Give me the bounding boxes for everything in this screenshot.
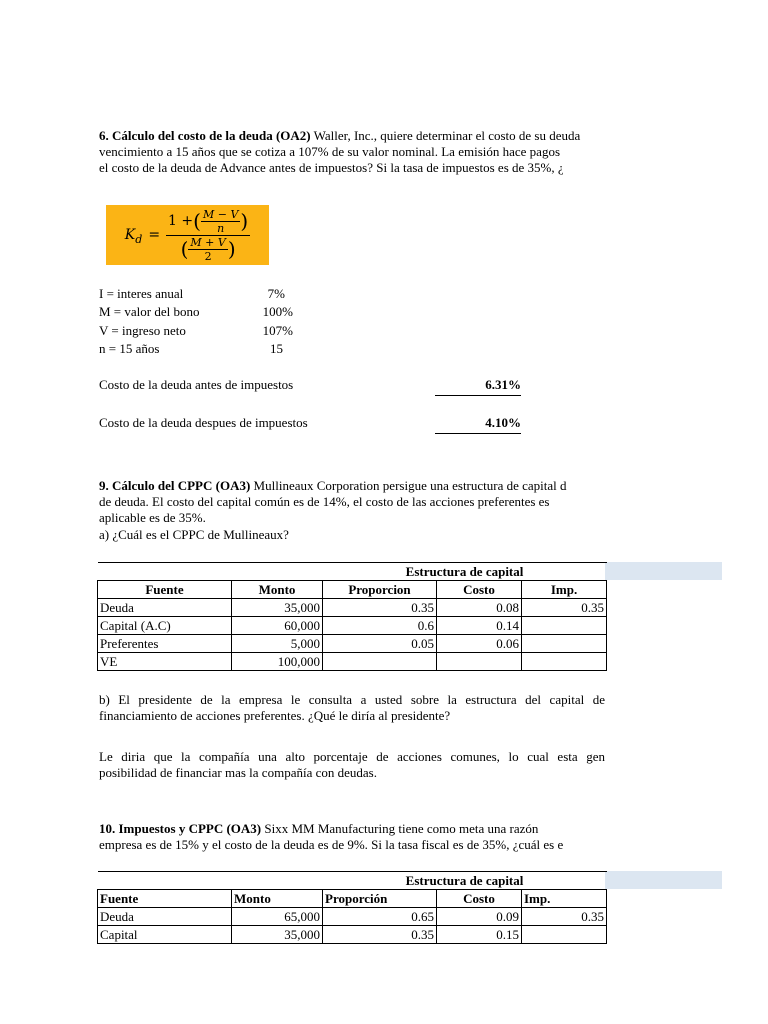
table-header-row: Fuente Monto Proporcion Costo Imp. [98,581,607,599]
capital-structure-table-9 [97,562,607,671]
problem10-statement [99,821,605,853]
variable-row: n = 15 años 15 [99,341,283,356]
problem6-line1: 6. Cálculo del costo de la deuda (OA2) Waller, Inc., quiere determinar el costo de su deuda [99,128,581,143]
problem9-line2: de deuda. El costo del capital común es de 14%, el costo de las acciones preferentes es [99,494,550,509]
table-row: Preferentes 5,000 0.05 0.06 [98,635,607,653]
problem9-statement [99,478,605,526]
after-tax-label: Costo de la deuda despues de impuestos [99,415,308,430]
problem6-statement [99,128,605,176]
problem9-line3: aplicable es de 35%. [99,510,206,525]
problem9-line1: 9. Cálculo del CPPC (OA3) Mullineaux Corporation persigue una estructura de capital d [99,478,567,493]
variable-row: V = ingreso neto 107% [99,323,293,338]
problem9-question-b: b) El presidente de la empresa le consulta a usted sobre la estructura del capital de financiamiento de acciones preferentes. ¿Qué le diría al presidente? [99,692,605,723]
cost-of-debt-formula: K d = 1 + ( M − V n ) ( M + V 2 ) [106,205,269,265]
table-header-row: Fuente Monto Proporción Costo Imp. [98,890,607,908]
problem10-line2: empresa es de 15% y el costo de la deuda es de 9%. Si la tasa fiscal es de 35%, ¿cuál es e [99,837,564,852]
table-row: Deuda 65,000 0.65 0.09 0.35 [98,908,607,926]
variable-row: I = interes anual 7% [99,286,285,301]
before-tax-value: 6.31% [435,377,521,396]
problem9-answer: Le diria que la compañía una alto porcentaje de acciones comunes, lo cual esta gen posibilidad de financiar mas la compañía con deudas. [99,749,605,780]
variable-row: M = valor del bono 100% [99,304,293,319]
header-band [605,562,722,580]
problem10-line1: 10. Impuestos y CPPC (OA3) Sixx MM Manufacturing tiene como meta una razón [99,821,539,836]
formula-fraction: 1 + ( M − V n ) ( M + V 2 ) [168,207,249,263]
table-row: Deuda 35,000 0.35 0.08 0.35 [98,599,607,617]
problem9-question-a: a) ¿Cuál es el CPPC de Mullineaux? [99,527,289,542]
table-row: Capital (A.C) 60,000 0.6 0.14 [98,617,607,635]
after-tax-value: 4.10% [435,415,521,434]
problem9-title: 9. Cálculo del CPPC (OA3) [99,478,251,493]
problem6-line3: el costo de la deuda de Advance antes de impuestos? Si la tasa de impuestos es de 35%, ¿ [99,160,564,175]
problem6-line2: vencimiento a 15 años que se cotiza a 107% de su valor nominal. La emisión hace pagos [99,144,560,159]
header-band [605,871,722,889]
table-title: Estructura de capital [323,563,607,581]
problem6-title: 6. Cálculo del costo de la deuda (OA2) [99,128,311,143]
before-tax-label: Costo de la deuda antes de impuestos [99,377,294,392]
table-title: Estructura de capital [323,872,607,890]
capital-structure-table-10 [97,871,607,944]
problem10-title: 10. Impuestos y CPPC (OA3) [99,821,262,836]
table-row: VE 100,000 [98,653,607,671]
table-row: Capital 35,000 0.35 0.15 [98,926,607,944]
